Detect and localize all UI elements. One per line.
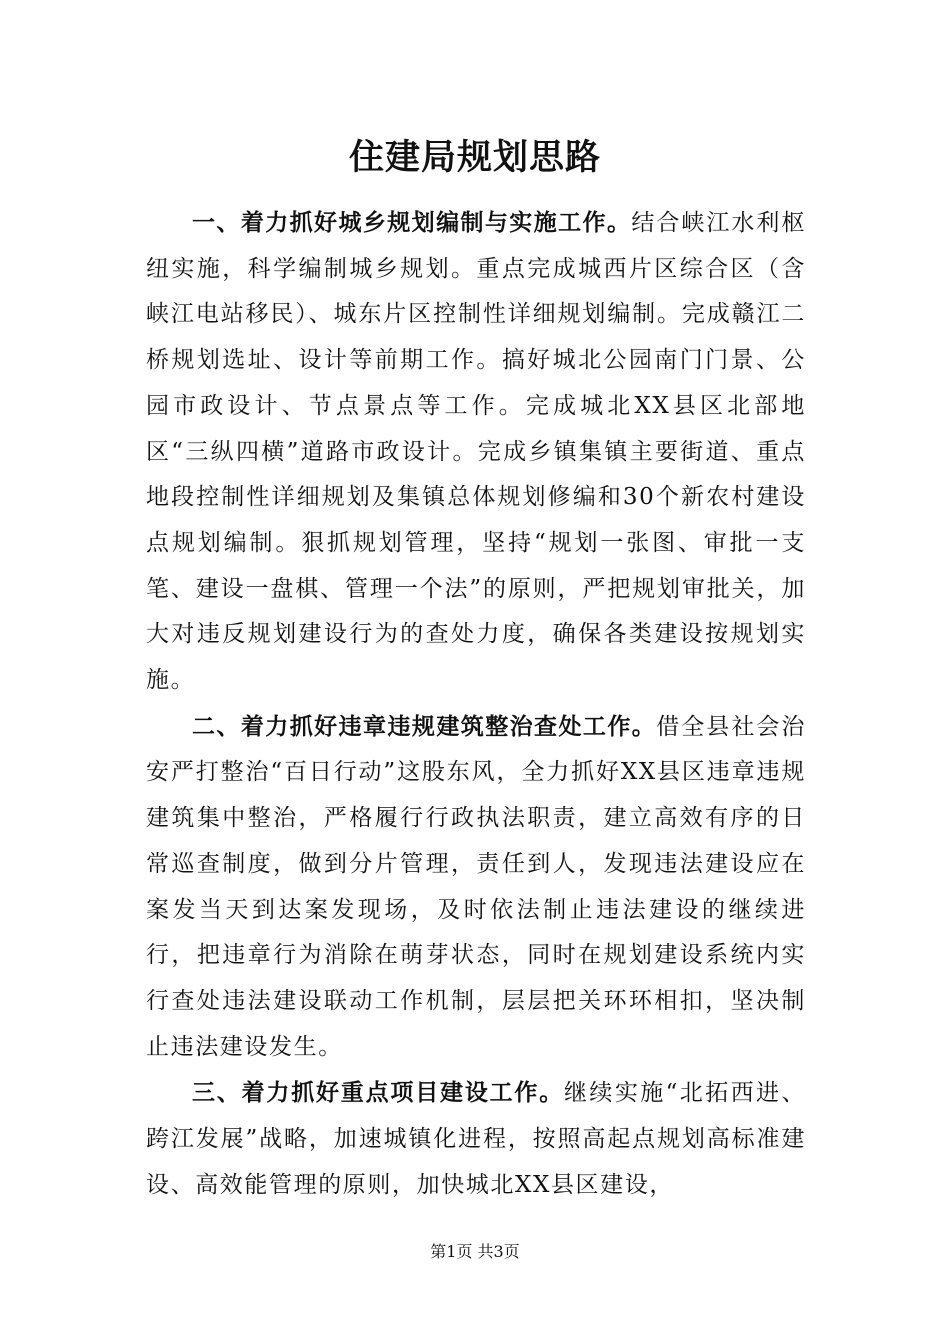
paragraph-1 — [146, 200, 806, 704]
document-title: 住建局规划思路 — [348, 137, 601, 178]
paragraph-2-heading: 二、着力抓好违章违规建筑整治查处工作。 — [192, 712, 657, 740]
paragraph-2-text: 借全县社会治安严打整治“百日行动”这股东风，全力抓好XX县区违章违规建筑集中整治，严格履行行政执法职责，建立高效有序的日常巡查制度，做到分片管理，责任到人，发现违法建设应在案发当天到达案发现场，及时依法制止违法建设的继续进行，把违章行为消除在萌芽状态，同时在规划建设系统内实行查处违法建设联动工作机制，层层把关环环相扣，坚决制止违法建设发生。 — [146, 713, 806, 1060]
page-footer: 第1页 共3页 — [430, 1242, 520, 1261]
paragraph-3-heading: 三、着力抓好重点项目建设工作。 — [192, 1079, 565, 1107]
document-body — [146, 200, 806, 1208]
paragraph-3-text: 继续实施“北拓西进、跨江发展”战略，加速城镇化进程，按照高起点规划高标准建设、高效能管理的原则，加快城北XX县区建设， — [146, 1080, 807, 1198]
paragraph-1-text: 结合峡江水利枢纽实施，科学编制城乡规划。重点完成城西片区综合区（含峡江电站移民）、城东片区控制性详细规划编制。完成赣江二桥规划选址、设计等前期工作。搞好城北公园南门门景、公园市政设计、节点景点等工作。完成城北XX县区北部地区“三纵四横”道路市政设计。完成乡镇集镇主要街道、重点地段控制性详细规划及集镇总体规划修编和30个新农村建设点规划编制。狠抓规划管理，坚持“规划一张图、审批一支笔、建设一盘棋、管理一个法”的原则，严把规划审批关，加大对违反规划建设行为的查处力度，确保各类建设按规划实施。 — [146, 210, 807, 694]
paragraph-3 — [146, 1070, 806, 1208]
paragraph-1-heading: 一、着力抓好城乡规划编制与实施工作。 — [192, 209, 632, 236]
paragraph-2 — [146, 704, 806, 1071]
